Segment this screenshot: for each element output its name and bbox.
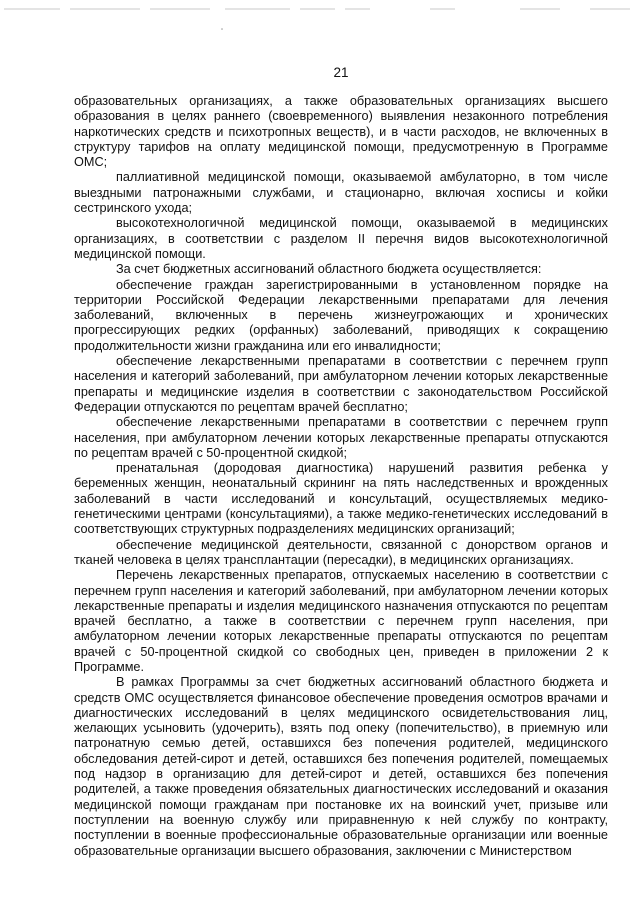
paragraph: обеспечение граждан зарегистрированными в установленном порядке на территории Российской Федерации лекарственными препаратами для лечения заболеваний, включенных в перечень жизнеугрожающих и хронических прогрессирующих редких (орфанных) заболеваний, приводящих к сокращению продолжительности жизни гражданина или его инвалидности; bbox=[74, 277, 608, 353]
paragraph: обеспечение медицинской деятельности, связанной с донорством органов и тканей человека в целях трансплантации (пересадки), в медицинских организациях. bbox=[74, 537, 608, 567]
page-number: 21 bbox=[333, 65, 349, 80]
document-body bbox=[74, 94, 608, 859]
scan-header-artifacts bbox=[0, 0, 640, 30]
paragraph: обеспечение лекарственными препаратами в соответствии с перечнем групп населения, при амбулаторном лечении которых лекарственные препараты отпускаются по рецептам врачей с 50-процентной скидкой; bbox=[74, 415, 608, 460]
paragraph: Перечень лекарственных препаратов, отпускаемых населению в соответствии с перечнем групп населения и категорий заболеваний, при амбулаторном лечении которых лекарственные препараты и изделия медицинского назначения отпускаются по рецептам врачей бесплатно, а также в соответствии с перечнем групп населения, при амбулаторном лечении которых лекарственные препараты отпускаются по рецептам врачей с 50-процентной скидкой со свободных цен, приведен в приложении 2 к Программе. bbox=[74, 568, 608, 674]
paragraph: За счет бюджетных ассигнований областного бюджета осуществляется: bbox=[116, 262, 542, 277]
paragraph: высокотехнологичной медицинской помощи, оказываемой в медицинских организациях, в соответствии с разделом II перечня видов высокотехнологичной медицинской помощи. bbox=[74, 216, 608, 261]
paragraph: пренатальная (дородовая диагностика) нарушений развития ребенка у беременных женщин, неонатальный скрининг на пять наследственных и врожденных заболеваний в части исследований и консультаций, осуществляемых медико-генетическими центрами (консультациями), а также медико-генетических исследований в соответствующих структурных подразделениях медицинских организаций; bbox=[74, 461, 608, 537]
paragraph: В рамках Программы за счет бюджетных ассигнований областного бюджета и средств ОМС осуществляется финансовое обеспечение проведения осмотров врачами и диагностических исследований в целях медицинского освидетельствования лиц, желающих усыновить (удочерить), взять под опеку (попечительство), в приемную или патронатную семью детей, оставшихся без попечения родителей, медицинского обследования детей-сирот и детей, оставшихся без попечения родителей, помещаемых под надзор в организацию для детей-сирот и детей, оставшихся без попечения родителей, а также проведения обязательных диагностических исследований и оказания медицинской помощи гражданам при постановке их на воинский учет, призыве или поступлении на военную службу или приравненную к ней службу по контракту, поступлении в военные профессиональные образовательные организации или военные образовательные организации высшего образования, заключении с Министерством bbox=[74, 675, 608, 858]
paragraph: образовательных организациях, а также образовательных организациях высшего образования в целях раннего (своевременного) выявления незаконного потребления наркотических средств и психотропных веществ), и в части расходов, не включенных в структуру тарифов на оплату медицинской помощи, предусмотренную в Программе ОМС; bbox=[74, 94, 608, 170]
paragraph: обеспечение лекарственными препаратами в соответствии с перечнем групп населения и категорий заболеваний, при амбулаторном лечении которых лекарственные препараты и медицинские изделия в соответствии с законодательством Российской Федерации отпускаются по рецептам врачей бесплатно; bbox=[74, 354, 608, 414]
paragraph: паллиативной медицинской помощи, оказываемой амбулаторно, в том числе выездными патронажными службами, и стационарно, включая хосписы и койки сестринского ухода; bbox=[74, 170, 608, 216]
